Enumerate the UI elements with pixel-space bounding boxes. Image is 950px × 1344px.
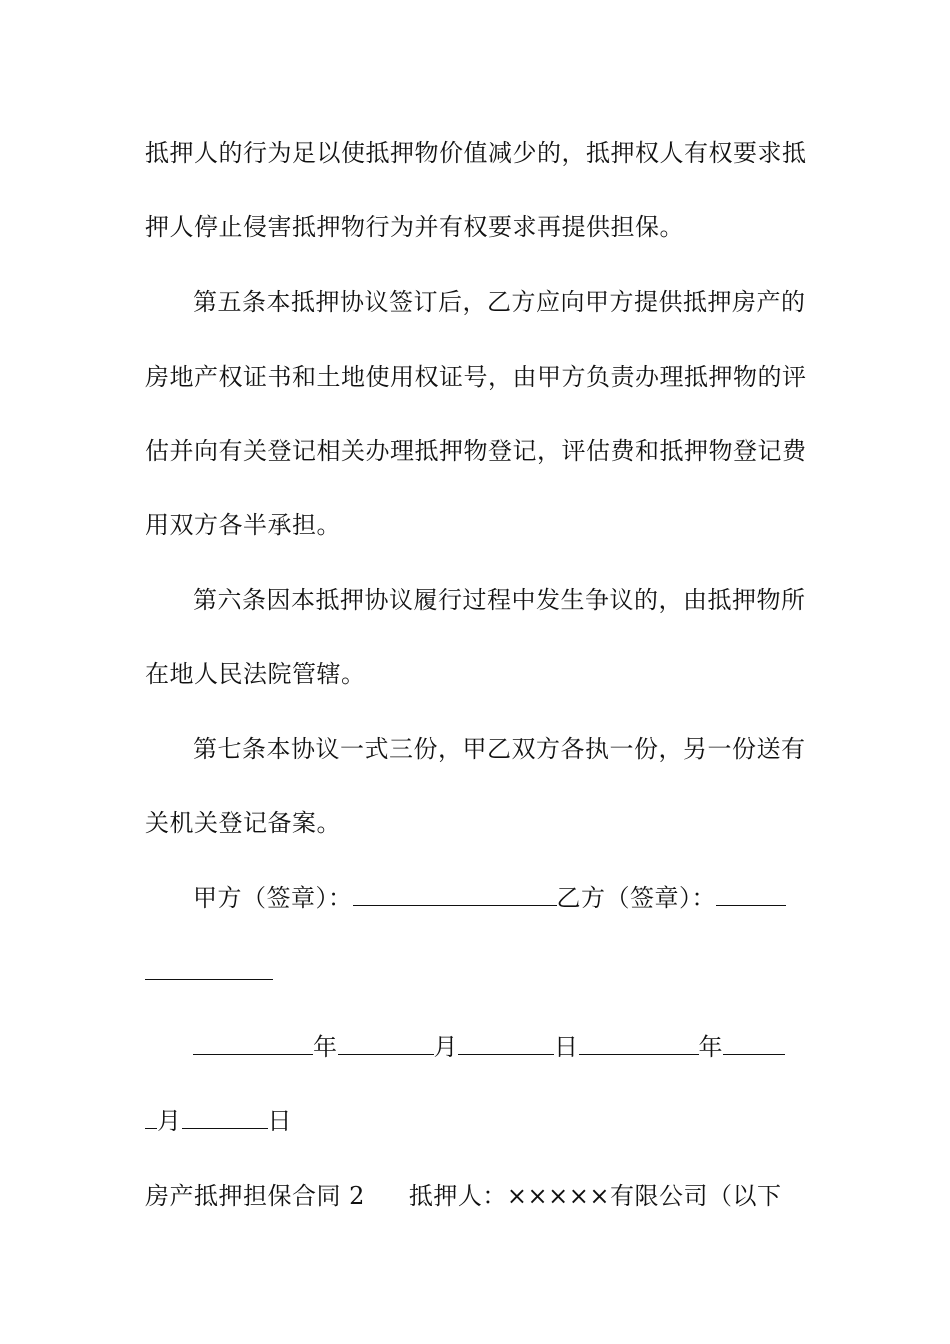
paragraph-line: 抵押人的行为足以使抵押物价值减少的，抵押权人有权要求抵 <box>145 139 807 167</box>
party-b-month-blank[interactable] <box>723 1034 785 1055</box>
year-label: 年 <box>698 1033 723 1061</box>
party-b-signature-blank-continued[interactable] <box>145 959 273 980</box>
month-label: 月 <box>433 1033 458 1061</box>
paragraph-line: 房地产权证书和土地使用权证号，由甲方负责办理抵押物的评 <box>145 363 807 391</box>
party-b-month-blank-continued[interactable] <box>145 1108 157 1129</box>
article-7-line: 第七条本协议一式三份，甲乙双方各执一份，另一份送有 <box>193 735 806 763</box>
article-5-line: 第五条本抵押协议签订后，乙方应向甲方提供抵押房产的 <box>193 288 806 316</box>
party-a-signature-blank[interactable] <box>353 885 557 906</box>
year-label: 年 <box>313 1033 338 1061</box>
party-a-month-blank[interactable] <box>338 1034 434 1055</box>
party-b-year-blank[interactable] <box>579 1034 699 1055</box>
next-contract-title: 房产抵押担保合同 2 <box>145 1182 365 1210</box>
paragraph-line: 关机关登记备案。 <box>145 809 341 837</box>
party-b-day-blank[interactable] <box>182 1108 268 1129</box>
party-b-signature-label: 乙方（签章）： <box>556 884 716 912</box>
party-a-day-blank[interactable] <box>458 1034 554 1055</box>
next-contract-heading <box>145 1181 810 1211</box>
party-a-signature-label: 甲方（签章）： <box>193 884 353 912</box>
party-a-year-blank[interactable] <box>193 1034 313 1055</box>
paragraph-line: 押人停止侵害抵押物行为并有权要求再提供担保。 <box>145 213 684 241</box>
date-line <box>193 1032 810 1062</box>
day-label: 日 <box>554 1033 579 1061</box>
signature-line <box>193 883 810 913</box>
paragraph-line: 用双方各半承担。 <box>145 511 341 539</box>
month-label: 月 <box>157 1107 182 1135</box>
paragraph-line: 估并向有关登记相关办理抵押物登记，评估费和抵押物登记费 <box>145 437 807 465</box>
party-b-signature-blank[interactable] <box>716 885 786 906</box>
day-label: 日 <box>267 1107 292 1135</box>
article-6-line: 第六条因本抵押协议履行过程中发生争议的，由抵押物所 <box>193 586 806 614</box>
signature-line-continued <box>145 957 810 987</box>
date-line-continued <box>145 1106 810 1136</box>
paragraph-line: 在地人民法院管辖。 <box>145 660 366 688</box>
mortgagor-line: 抵押人：×××××有限公司（以下 <box>408 1182 782 1210</box>
